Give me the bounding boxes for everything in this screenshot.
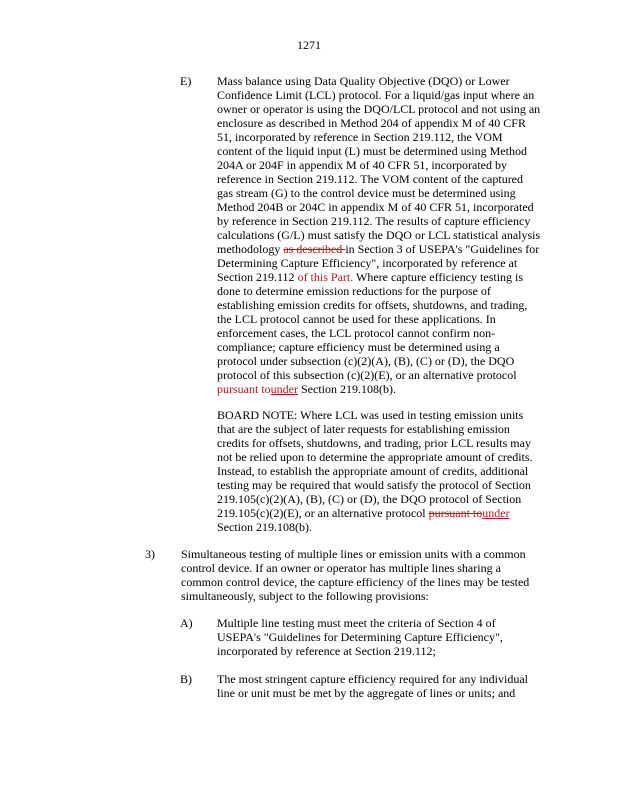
- text-line: not be relied upon to determine the appropriate amount of credits.: [217, 450, 533, 464]
- text-line: line or unit must be met by the aggregate of lines or units; and: [217, 686, 516, 700]
- item-e-text: [217, 74, 540, 396]
- text-line: control device. If an owner or operator has multiple lines sharing a: [181, 561, 501, 575]
- text-line: Mass balance using Data Quality Objective (DQO) or Lower: [217, 74, 510, 88]
- text-line: that are the subject of later requests for establishing emission: [217, 422, 510, 436]
- text-line: by reference in Section 219.112. The results of capture efficiency: [217, 214, 531, 228]
- text-segment: Section 219.108(b).: [298, 382, 396, 396]
- text-line: enforcement cases, the LCL protocol cannot confirm non-: [217, 326, 496, 340]
- page-number: 1271: [297, 38, 321, 52]
- text-line: BOARD NOTE: Where LCL was used in testing emission units: [217, 408, 524, 422]
- text-segment: methodology: [217, 242, 284, 256]
- text-segment: 219.105(c)(2)(E), or an alternative protocol: [217, 506, 429, 520]
- text-line: compliance; capture efficiency must be determined using a: [217, 340, 500, 354]
- text-line: reference in Section 219.112. The VOM content of the captured: [217, 172, 524, 186]
- text-line: incorporated by reference at Section 219.112;: [217, 644, 436, 658]
- text-line: Method 204B or 204C in appendix M of 40 CFR 51, incorporated: [217, 200, 534, 214]
- text-segment: Where capture efficiency testing is: [353, 270, 524, 284]
- text-line: content of the liquid input (L) must be determined using Method: [217, 144, 527, 158]
- text-line: credits for offsets, shutdowns, and trading, prior LCL results may: [217, 436, 531, 450]
- board-note: [217, 408, 533, 534]
- text-line: done to determine emission reductions for the purpose of: [217, 284, 491, 298]
- text-line: [217, 506, 533, 520]
- text-line: Section 219.108(b).: [217, 520, 312, 534]
- text-line: protocol under subsection (c)(2)(A), (B), (C) or (D), the DQO: [217, 354, 515, 368]
- text-line: Determining Capture Efficiency", incorporated by reference at: [217, 256, 518, 270]
- text-line: the LCL protocol cannot be used for these applications. In: [217, 312, 496, 326]
- text-line: enclosure as described in Method 204 of appendix M of 40 CFR: [217, 116, 526, 130]
- text-line: [217, 270, 540, 284]
- text-line: Confidence Limit (LCL) protocol. For a liquid/gas input where an: [217, 88, 535, 102]
- item-3b-label: B): [180, 672, 192, 686]
- item-3-label: 3): [145, 547, 155, 561]
- text-line: 204A or 204F in appendix M of 40 CFR 51, incorporated by: [217, 158, 507, 172]
- deleted-text: as described: [283, 242, 346, 256]
- text-line: Simultaneous testing of multiple lines or emission units with a common: [181, 547, 526, 561]
- text-line: testing may be required that would satisfy the protocol of Section: [217, 478, 531, 492]
- text-line: [217, 382, 540, 396]
- text-line: Instead, to establish the appropriate amount of credits, additional: [217, 464, 529, 478]
- text-line: common control device, the capture efficiency of the lines may be tested: [181, 575, 530, 589]
- text-line: [217, 242, 540, 256]
- text-line: 51, incorporated by reference in Section 219.112, the VOM: [217, 130, 503, 144]
- inserted-text: under: [482, 506, 510, 520]
- item-e-label: E): [180, 74, 192, 88]
- inserted-text: under: [270, 382, 298, 396]
- text-segment: Section 219.112: [217, 270, 295, 284]
- text-line: USEPA's "Guidelines for Determining Capture Efficiency",: [217, 630, 503, 644]
- text-line: gas stream (G) to the control device must be determined using: [217, 186, 516, 200]
- text-line: simultaneously, subject to the following provisions:: [181, 589, 429, 603]
- item-3a-text: [217, 616, 503, 658]
- deleted-text: pursuant to: [428, 506, 483, 520]
- text-line: establishing emission credits for offsets, shutdowns, and trading,: [217, 298, 528, 312]
- item-3-text: [181, 547, 529, 603]
- text-segment: in Section 3 of USEPA's "Guidelines for: [345, 242, 540, 256]
- item-3b-text: [217, 672, 528, 700]
- text-line: The most stringent capture efficiency required for any individual: [217, 672, 529, 686]
- text-line: protocol of this subsection (c)(2)(E), or an alternative protocol: [217, 368, 517, 382]
- inserted-text: of this Part.: [294, 270, 354, 284]
- text-line: calculations (G/L) must satisfy the DQO or LCL statistical analysis: [217, 228, 541, 242]
- text-line: owner or operator is using the DQO/LCL protocol and not using an: [217, 102, 541, 116]
- item-3a-label: A): [180, 616, 193, 630]
- text-line: Multiple line testing must meet the criteria of Section 4 of: [217, 616, 496, 630]
- inserted-text: pursuant to: [217, 382, 271, 396]
- text-line: 219.105(c)(2)(A), (B), (C) or (D), the DQO protocol of Section: [217, 492, 522, 506]
